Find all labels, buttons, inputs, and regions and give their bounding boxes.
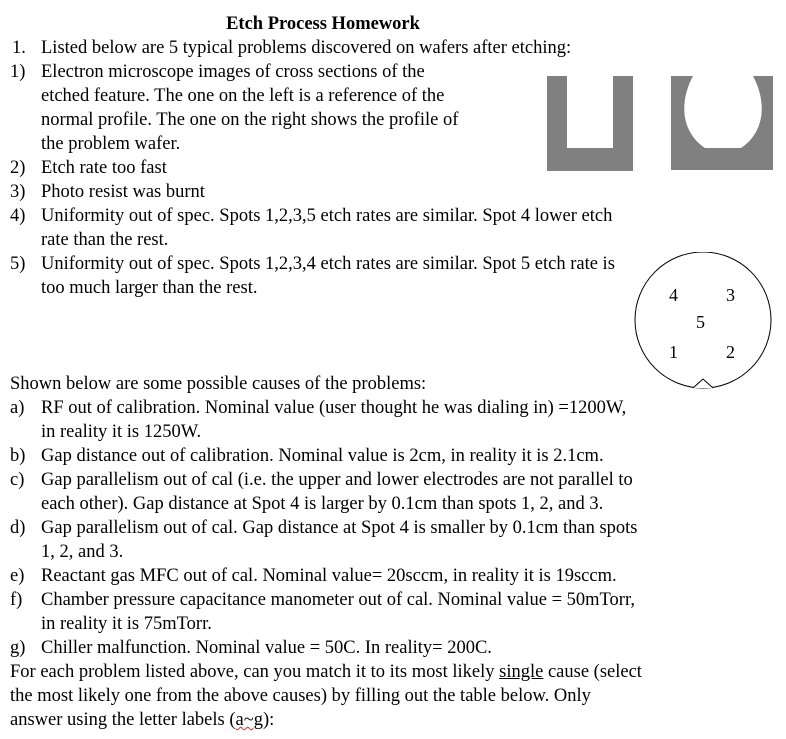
sem-profile-figure — [545, 74, 775, 174]
causes-heading: Shown below are some possible causes of the problems: — [10, 374, 427, 394]
page-title: Etch Process Homework — [226, 14, 420, 34]
closing-text: ): — [263, 710, 275, 730]
problem-profile — [671, 76, 773, 170]
cause-label: c) — [10, 470, 25, 490]
cause-line: Chamber pressure capacitance manometer out of cal. Nominal value = 50mTorr, — [41, 590, 636, 610]
problem-label: 4) — [10, 206, 26, 226]
cause-line: in reality it is 1250W. — [41, 422, 202, 442]
cause-label: d) — [10, 518, 26, 538]
wafer-spot-5: 5 — [696, 312, 705, 332]
problem-line: Uniformity out of spec. Spots 1,2,3,4 etch rates are similar. Spot 5 etch rate is — [41, 254, 615, 274]
closing-text: For each problem listed above, can you match it to its most likely — [10, 662, 500, 682]
closing-line-3 — [10, 708, 274, 732]
intro-number: 1. — [12, 38, 26, 58]
closing-text: answer using the letter labels ( — [10, 710, 236, 730]
cause-label: f) — [10, 590, 23, 610]
cause-label: g) — [10, 638, 26, 658]
spellcheck-word: a~g — [235, 710, 264, 730]
closing-text: cause (select — [543, 662, 642, 682]
cause-line: each other). Gap distance at Spot 4 is larger by 0.1cm than spots 1, 2, and 3. — [41, 494, 604, 514]
wafer-spot-3: 3 — [726, 285, 735, 305]
problem-line: the problem wafer. — [41, 134, 181, 154]
problem-line: normal profile. The one on the right shows the profile of — [41, 110, 459, 130]
reference-profile — [547, 76, 633, 171]
cause-line: Reactant gas MFC out of cal. Nominal value= 20sccm, in reality it is 19sccm. — [41, 566, 617, 586]
problem-label: 5) — [10, 254, 26, 274]
problem-line: Photo resist was burnt — [41, 182, 205, 202]
emphasis-single: single — [499, 662, 544, 682]
problem-label: 1) — [10, 62, 26, 82]
cause-line: Chiller malfunction. Nominal value = 50C. In reality= 200C. — [41, 638, 492, 658]
cause-line: Gap distance out of calibration. Nominal value is 2cm, in reality it is 2.1cm. — [41, 446, 604, 466]
wafer-spot-2: 2 — [726, 342, 735, 362]
problem-label: 2) — [10, 158, 26, 178]
cause-line: in reality it is 75mTorr. — [41, 614, 212, 634]
cause-label: a) — [10, 398, 25, 418]
wafer-spot-1: 1 — [669, 342, 678, 362]
cause-line: 1, 2, and 3. — [41, 542, 124, 562]
closing-line-1 — [10, 660, 642, 684]
wafer-spot-4: 4 — [669, 285, 678, 305]
problem-line: too much larger than the rest. — [41, 278, 258, 298]
problem-label: 3) — [10, 182, 26, 202]
cause-label: b) — [10, 446, 26, 466]
problem-line: Etch rate too fast — [41, 158, 167, 178]
closing-line-2: the most likely one from the above causes) by filling out the table below. Only — [10, 686, 591, 706]
problem-line: rate than the rest. — [41, 230, 169, 250]
cause-label: e) — [10, 566, 25, 586]
cause-line: RF out of calibration. Nominal value (user thought he was dialing in) =1200W, — [41, 398, 627, 418]
cause-line: Gap parallelism out of cal. Gap distance at Spot 4 is smaller by 0.1cm than spots — [41, 518, 638, 538]
problem-line: Uniformity out of spec. Spots 1,2,3,5 etch rates are similar. Spot 4 lower etch — [41, 206, 613, 226]
cause-line: Gap parallelism out of cal (i.e. the upper and lower electrodes are not parallel to — [41, 470, 633, 490]
problem-line: etched feature. The one on the left is a reference of the — [41, 86, 445, 106]
intro-text: Listed below are 5 typical problems discovered on wafers after etching: — [41, 38, 572, 58]
problem-line: Electron microscope images of cross sections of the — [41, 62, 425, 82]
